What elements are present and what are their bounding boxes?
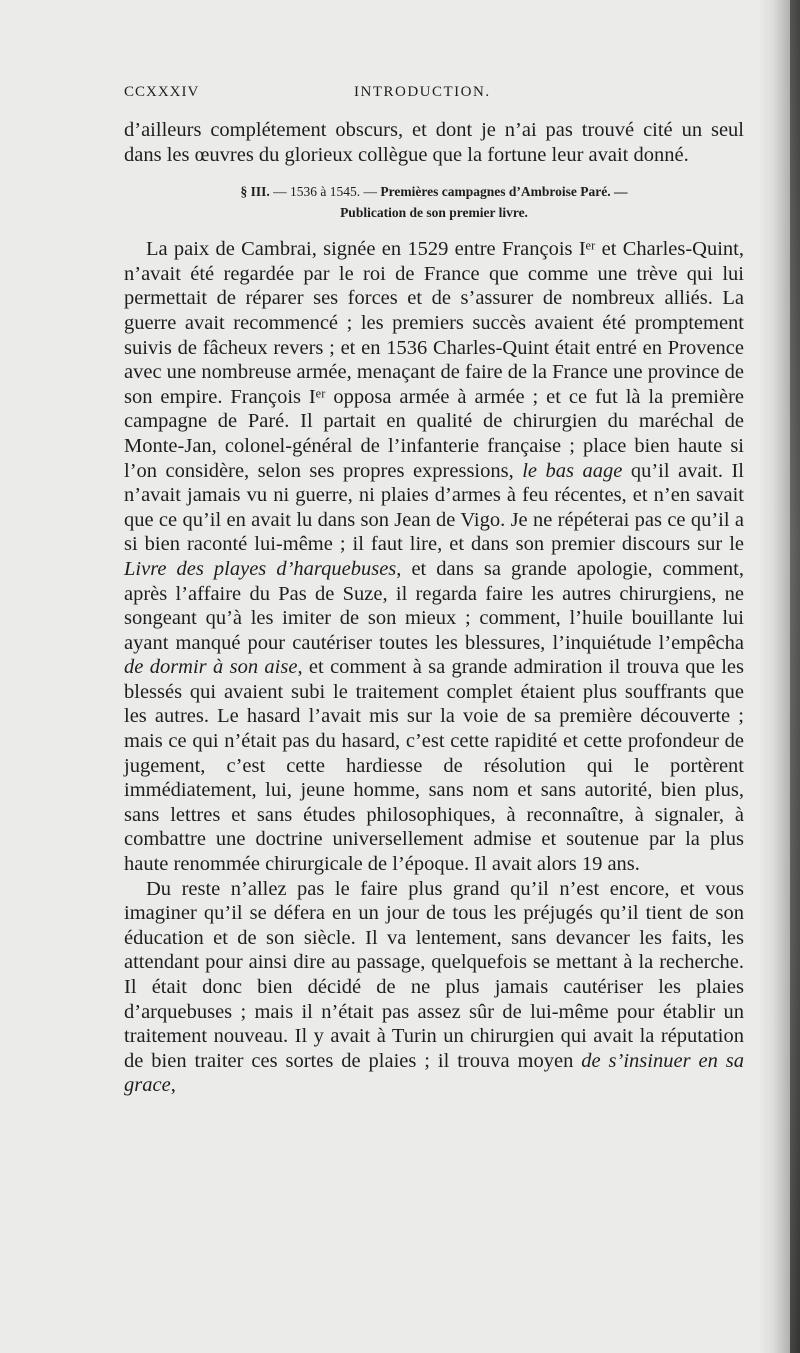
paragraph bbox=[124, 237, 744, 876]
paragraph-text: , et dans sa grande apologie, comment, après l’affaire du Pas de Suze, il regarda faire les autres chirurgiens, ne songeant qu’à les imiter de son mieux ; comment, l’huile bouillante lui ayant manqué pour cautériser toutes les blessures, l’inquiétude l’empêcha bbox=[124, 557, 744, 654]
paragraph-text: qu’il avait. Il n’avait jamais vu ni guerre, ni plaies d’armes à feu récentes, et n’en savait que ce qu’il en avait lu dans son Jean de Vigo. Je ne répéterai pas ce qu’il a si bien raconté lui-même ; il faut lire, et dans son premier discours sur le bbox=[124, 459, 744, 556]
opening-paragraph: d’ailleurs complétement obscurs, et dont je n’ai pas trouvé cité un seul dans les œuvres du glorieux collègue que la fortune leur avait donné. bbox=[124, 119, 744, 166]
italic-quote: de s’insinuer en sa grace bbox=[124, 1049, 744, 1097]
running-header bbox=[124, 84, 734, 108]
section-dates: — 1536 à 1545. — bbox=[269, 184, 381, 200]
section-heading bbox=[124, 181, 744, 223]
body-text bbox=[124, 118, 744, 1098]
paragraph-text: , et comment à sa grande admiration il trouva que les blessés qui avaient subi le traitement complet étaient plus souffrants que les autres. Le hasard l’avait mis sur la voie de sa première découverte ; mais ce qui n’était pas du hasard, c’est cette rapidité et cette profondeur de jugement, c’est cette hardiesse de résolution qui le portèrent immédiatement, lui, jeune homme, sans nom et sans autorité, bien plus, sans lettres et sans études philosophiques, à reconnaître, à signaler, à combattre une doctrine universellement admise et soutenue par la plus haute renommée chirurgicale de l’époque. Il avait alors 19 ans. bbox=[124, 656, 745, 876]
binding-edge bbox=[790, 0, 800, 1353]
paragraph-text: , bbox=[170, 1074, 176, 1097]
italic-quote: de dormir à son aise bbox=[124, 656, 298, 679]
paragraph-text: Du reste n’allez pas le faire plus grand qu’il n’est encore, et vous imaginer qu’il se défera en un jour de tous les préjugés qu’il tient de son éducation et de son siècle. Il va lentement, sans devancer les faits, les attendant pour ainsi dire au passage, quelquefois se mettant à la recherche. Il était donc bien décidé de ne plus jamais cautériser les plaies d’arquebuses ; mais il n’était pas assez sûr de lui-même pour établir un traitement nouveau. Il y avait à Turin un chirurgien qui avait la réputation de bien traiter ces sortes de plaies ; il trouva moyen bbox=[124, 877, 744, 1072]
italic-book-title: Livre des playes d’harquebuses bbox=[124, 557, 397, 580]
running-title: INTRODUCTION. bbox=[354, 84, 491, 100]
section-title: Premières campagnes d’Ambroise Paré. — bbox=[380, 184, 628, 200]
section-number: § III. bbox=[240, 184, 270, 200]
page-number: CCXXXIV bbox=[124, 84, 200, 100]
section-subtitle: Publication de son premier livre. bbox=[340, 205, 528, 221]
paragraph-text: La paix de Cambrai, signée en 1529 entre François Iᵉʳ et Charles-Quint, n’avait été regardée par le roi de France que comme une trève qui lui permettait de réparer ses forces et de s’assurer de nombreux alliés. La guerre avait recommencé ; les premiers succès avaient été promptement suivis de fâcheux revers ; et en 1536 Charles-Quint était entré en Provence avec une nombreuse armée, menaçant de faire de la France une province de son empire. François Iᵉʳ opposa armée à armée ; et ce fut là la première campagne de Paré. Il partait en qualité de chirurgien du maréchal de Monte-Jan, colonel-général de l’infanterie française ; place bien haute si l’on considère, selon ses propres expressions, bbox=[124, 238, 744, 482]
italic-quote: le bas aage bbox=[522, 459, 623, 482]
paragraph bbox=[124, 877, 744, 1098]
